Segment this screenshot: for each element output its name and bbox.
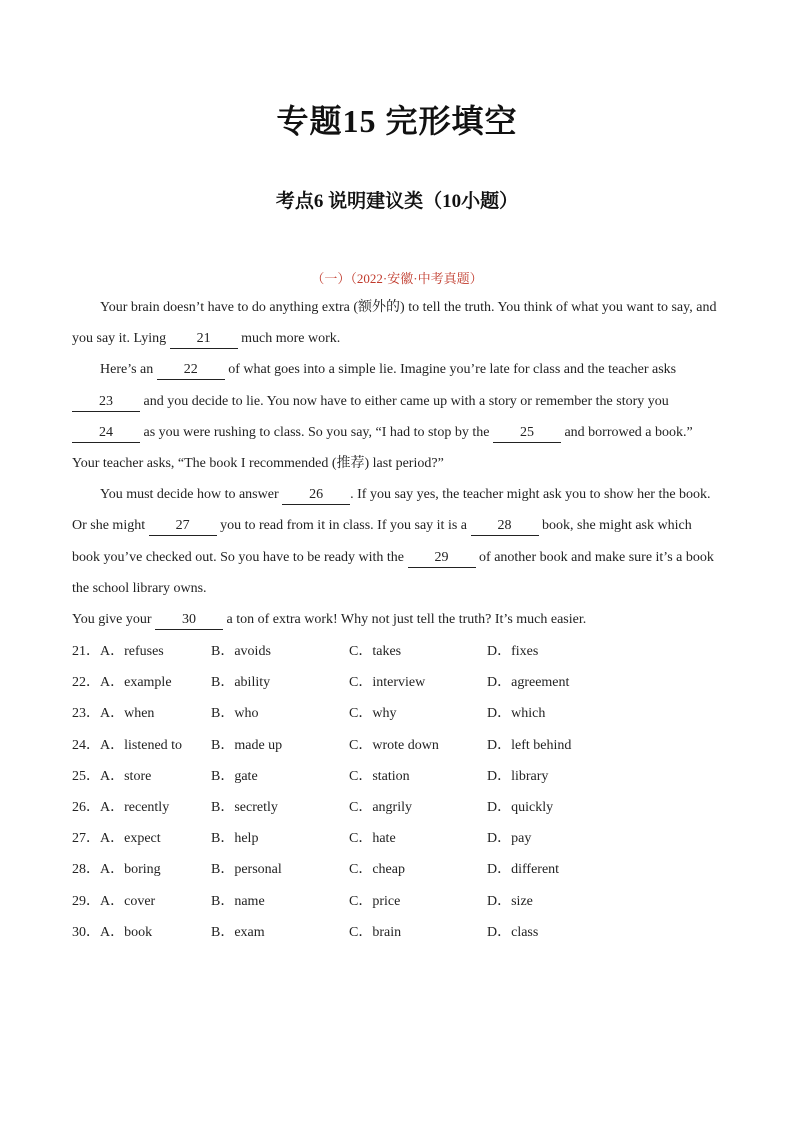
option-b: B．name bbox=[211, 893, 265, 909]
question-row bbox=[72, 636, 722, 667]
option-c: C．interview bbox=[349, 675, 426, 691]
option-a: A．book bbox=[100, 924, 153, 940]
blank-28: 28 bbox=[471, 517, 539, 536]
option-d: D．left behind bbox=[487, 737, 572, 753]
option-d: D．pay bbox=[487, 831, 532, 847]
answer-options bbox=[72, 636, 722, 948]
option-a: A．example bbox=[100, 675, 172, 691]
option-b: B．secretly bbox=[211, 799, 278, 815]
option-d: D．size bbox=[487, 893, 533, 909]
option-a: A．cover bbox=[100, 893, 156, 909]
option-b: B．made up bbox=[211, 737, 283, 753]
question-number: 27． bbox=[72, 831, 100, 847]
blank-23: 23 bbox=[72, 393, 140, 412]
blank-29: 29 bbox=[408, 549, 476, 568]
blank-26: 26 bbox=[282, 486, 350, 505]
question-number: 30． bbox=[72, 924, 100, 940]
option-b: B．who bbox=[211, 706, 259, 722]
option-d: D．agreement bbox=[487, 675, 570, 691]
question-number: 22． bbox=[72, 675, 100, 691]
question-number: 25． bbox=[72, 768, 100, 784]
section-subtitle: 考点6 说明建议类（10小题） bbox=[275, 191, 519, 212]
question-number: 28． bbox=[72, 862, 100, 878]
option-d: D．which bbox=[487, 706, 546, 722]
option-c: C．cheap bbox=[349, 862, 405, 878]
option-c: C．angrily bbox=[349, 799, 412, 815]
option-a: A．boring bbox=[100, 862, 161, 878]
question-row bbox=[72, 854, 722, 885]
question-number: 29． bbox=[72, 893, 100, 909]
passage-line: Here’s an 22 of what goes into a simple lie. Imagine you’re late for class and the teacher asks bbox=[72, 354, 722, 385]
passage-line: 23 and you decide to lie. You now have to either came up with a story or remember the story you bbox=[72, 386, 722, 417]
question-row bbox=[72, 792, 722, 823]
question-number: 21． bbox=[72, 644, 100, 659]
option-d: D．fixes bbox=[487, 644, 539, 659]
passage-line: Your teacher asks, “The book I recommended (推荐) last period?” bbox=[72, 455, 444, 471]
question-row bbox=[72, 761, 722, 792]
option-b: B．gate bbox=[211, 768, 258, 784]
question-number: 23． bbox=[72, 706, 100, 722]
option-b: B．exam bbox=[211, 924, 265, 940]
blank-22: 22 bbox=[157, 361, 225, 380]
option-c: C．brain bbox=[349, 924, 402, 940]
option-a: A．when bbox=[100, 706, 155, 722]
option-c: C．hate bbox=[349, 831, 396, 847]
option-c: C．takes bbox=[349, 644, 402, 659]
option-b: B．personal bbox=[211, 862, 282, 878]
passage-line: Your brain doesn’t have to do anything extra (额外的) to tell the truth. You think of what you want to say, and bbox=[100, 300, 717, 315]
blank-24: 24 bbox=[72, 424, 140, 443]
passage-line: book you’ve checked out. So you have to be ready with the 29 of another book and make sure it’s a book bbox=[72, 542, 722, 573]
option-b: B．avoids bbox=[211, 644, 271, 659]
blank-27: 27 bbox=[149, 517, 217, 536]
passage-line: You give your 30 a ton of extra work! Why not just tell the truth? It’s much easier. bbox=[72, 604, 722, 635]
option-c: C．station bbox=[349, 768, 410, 784]
question-number: 26． bbox=[72, 799, 100, 815]
option-a: A．listened to bbox=[100, 737, 183, 753]
blank-25: 25 bbox=[493, 424, 561, 443]
question-source: （一）（2022·安徽·中考真题） bbox=[311, 271, 483, 286]
blank-21: 21 bbox=[170, 330, 238, 349]
option-a: A．refuses bbox=[100, 644, 164, 659]
passage-line: 24 as you were rushing to class. So you say, “I had to stop by the 25 and borrowed a book.” bbox=[72, 417, 722, 448]
option-b: B．ability bbox=[211, 675, 271, 691]
question-row bbox=[72, 698, 722, 729]
option-c: C．price bbox=[349, 893, 401, 909]
question-row bbox=[72, 730, 722, 761]
option-a: A．expect bbox=[100, 831, 161, 847]
question-row bbox=[72, 886, 722, 917]
option-d: D．class bbox=[487, 924, 539, 940]
option-d: D．library bbox=[487, 768, 549, 784]
passage-line: the school library owns. bbox=[72, 580, 207, 596]
option-b: B．help bbox=[211, 831, 259, 847]
question-row bbox=[72, 667, 722, 698]
blank-30: 30 bbox=[155, 611, 223, 630]
question-row bbox=[72, 823, 722, 854]
option-a: A．recently bbox=[100, 799, 170, 815]
option-d: D．quickly bbox=[487, 799, 554, 815]
question-number: 24． bbox=[72, 737, 100, 753]
cloze-passage bbox=[72, 292, 722, 635]
passage-line: Or she might 27 you to read from it in class. If you say it is a 28 book, she might ask which bbox=[72, 510, 722, 541]
option-c: C．why bbox=[349, 706, 397, 722]
passage-line: you say it. Lying 21 much more work. bbox=[72, 323, 722, 354]
page-title: 专题15 完形填空 bbox=[276, 103, 518, 139]
question-row bbox=[72, 917, 722, 948]
option-a: A．store bbox=[100, 768, 152, 784]
passage-line: You must decide how to answer 26 . If you say yes, the teacher might ask you to show her the book. bbox=[72, 479, 722, 510]
option-c: C．wrote down bbox=[349, 737, 439, 753]
option-d: D．different bbox=[487, 862, 560, 878]
